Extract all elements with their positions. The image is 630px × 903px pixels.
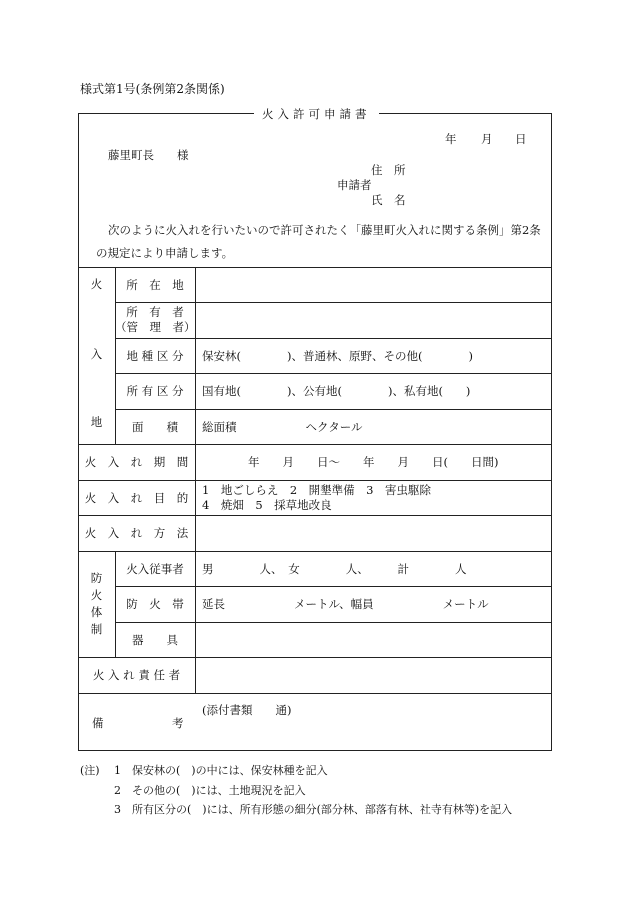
form-title: 様式第1号(条例第2条関係): [80, 82, 225, 96]
owner-label-line-1: 所 有 者: [126, 305, 184, 319]
intro-line-1: 次のように火入れを行いたいので許可されたく「藤里町火入れに関する条例」第2条: [108, 223, 541, 237]
land-group-char: 地: [90, 415, 103, 429]
purpose-options: [202, 483, 431, 513]
date-month: 月: [481, 132, 493, 146]
fire-prevention-char: 火: [90, 588, 103, 602]
land-group-char: 入: [90, 347, 103, 361]
owner-label: [115, 302, 195, 338]
purpose-label: 火 入 れ 目 的: [84, 490, 189, 505]
row-rule: [78, 693, 552, 694]
category-value: 保安林( )、普通林、原野、その他( ): [202, 348, 473, 363]
addressee: 藤里町長 様: [108, 148, 189, 162]
address-label: 住 所: [371, 163, 406, 177]
ownership-value: 国有地( )、公有地( )、私有地( ): [202, 384, 471, 398]
purpose-options-line-2: 4 焼畑 5 採草地改良: [202, 498, 332, 512]
ownership-label: 所 有 区 分: [126, 384, 184, 398]
category-label: 地 種 区 分: [126, 348, 184, 363]
intro-line-2: の規定により申請します。: [96, 246, 234, 260]
land-group-char: 火: [90, 277, 103, 291]
location-field: [195, 267, 552, 302]
applicant-label: 申請者: [337, 178, 372, 192]
owner-label-line-2: （管 理 者）: [115, 320, 196, 334]
fire-prevention-char: 防: [90, 571, 103, 585]
date-day: 日: [515, 132, 527, 146]
firebreak-label: 防 火 帯: [126, 597, 184, 611]
fire-prevention-char: 制: [90, 622, 103, 636]
method-label: 火 入 れ 方 法: [84, 526, 189, 540]
equipment-label: 器 具: [132, 632, 178, 647]
fire-prevention-group-label: [78, 570, 115, 638]
note-item: 3 所有区分の( )には、所有形態の細分(部分林、部落有林、社寺有林等)を記入: [114, 803, 513, 816]
remarks-label-2: 考: [172, 716, 184, 730]
workers-value: 男 人、 女 人、 計 人: [202, 561, 467, 576]
area-label: 面 積: [132, 419, 178, 434]
notes-prefix: (注): [80, 764, 100, 777]
equipment-field: [195, 622, 552, 657]
fire-prevention-char: 体: [90, 605, 103, 619]
remarks-label-1: 備: [92, 716, 104, 730]
note-item: 1 保安林の( )の中には、保安林種を記入: [114, 764, 328, 777]
responsible-field: [195, 657, 552, 693]
workers-label: 火入従事者: [126, 561, 184, 576]
location-label: 所 在 地: [126, 277, 184, 292]
name-label: 氏 名: [371, 193, 406, 207]
firebreak-value: 延長 メートル、幅員 メートル: [202, 597, 489, 611]
form-caption: 火入許可申請書: [254, 106, 379, 122]
owner-field: [195, 302, 552, 338]
period-label: 火 入 れ 期 間: [84, 455, 189, 469]
method-field: [195, 515, 552, 551]
responsible-label: 火 入 れ 責 任 者: [92, 668, 181, 682]
period-value: 年 月 日〜 年 月 日( 日間): [248, 455, 499, 469]
note-item: 2 その他の( )には、土地現況を記入: [114, 784, 306, 797]
purpose-options-line-1: 1 地ごしらえ 2 開墾準備 3 害虫駆除: [202, 483, 431, 497]
date-year: 年: [445, 132, 457, 146]
area-value: 総面積 ヘクタール: [202, 419, 363, 434]
remarks-value: (添付書類 通): [202, 703, 292, 717]
